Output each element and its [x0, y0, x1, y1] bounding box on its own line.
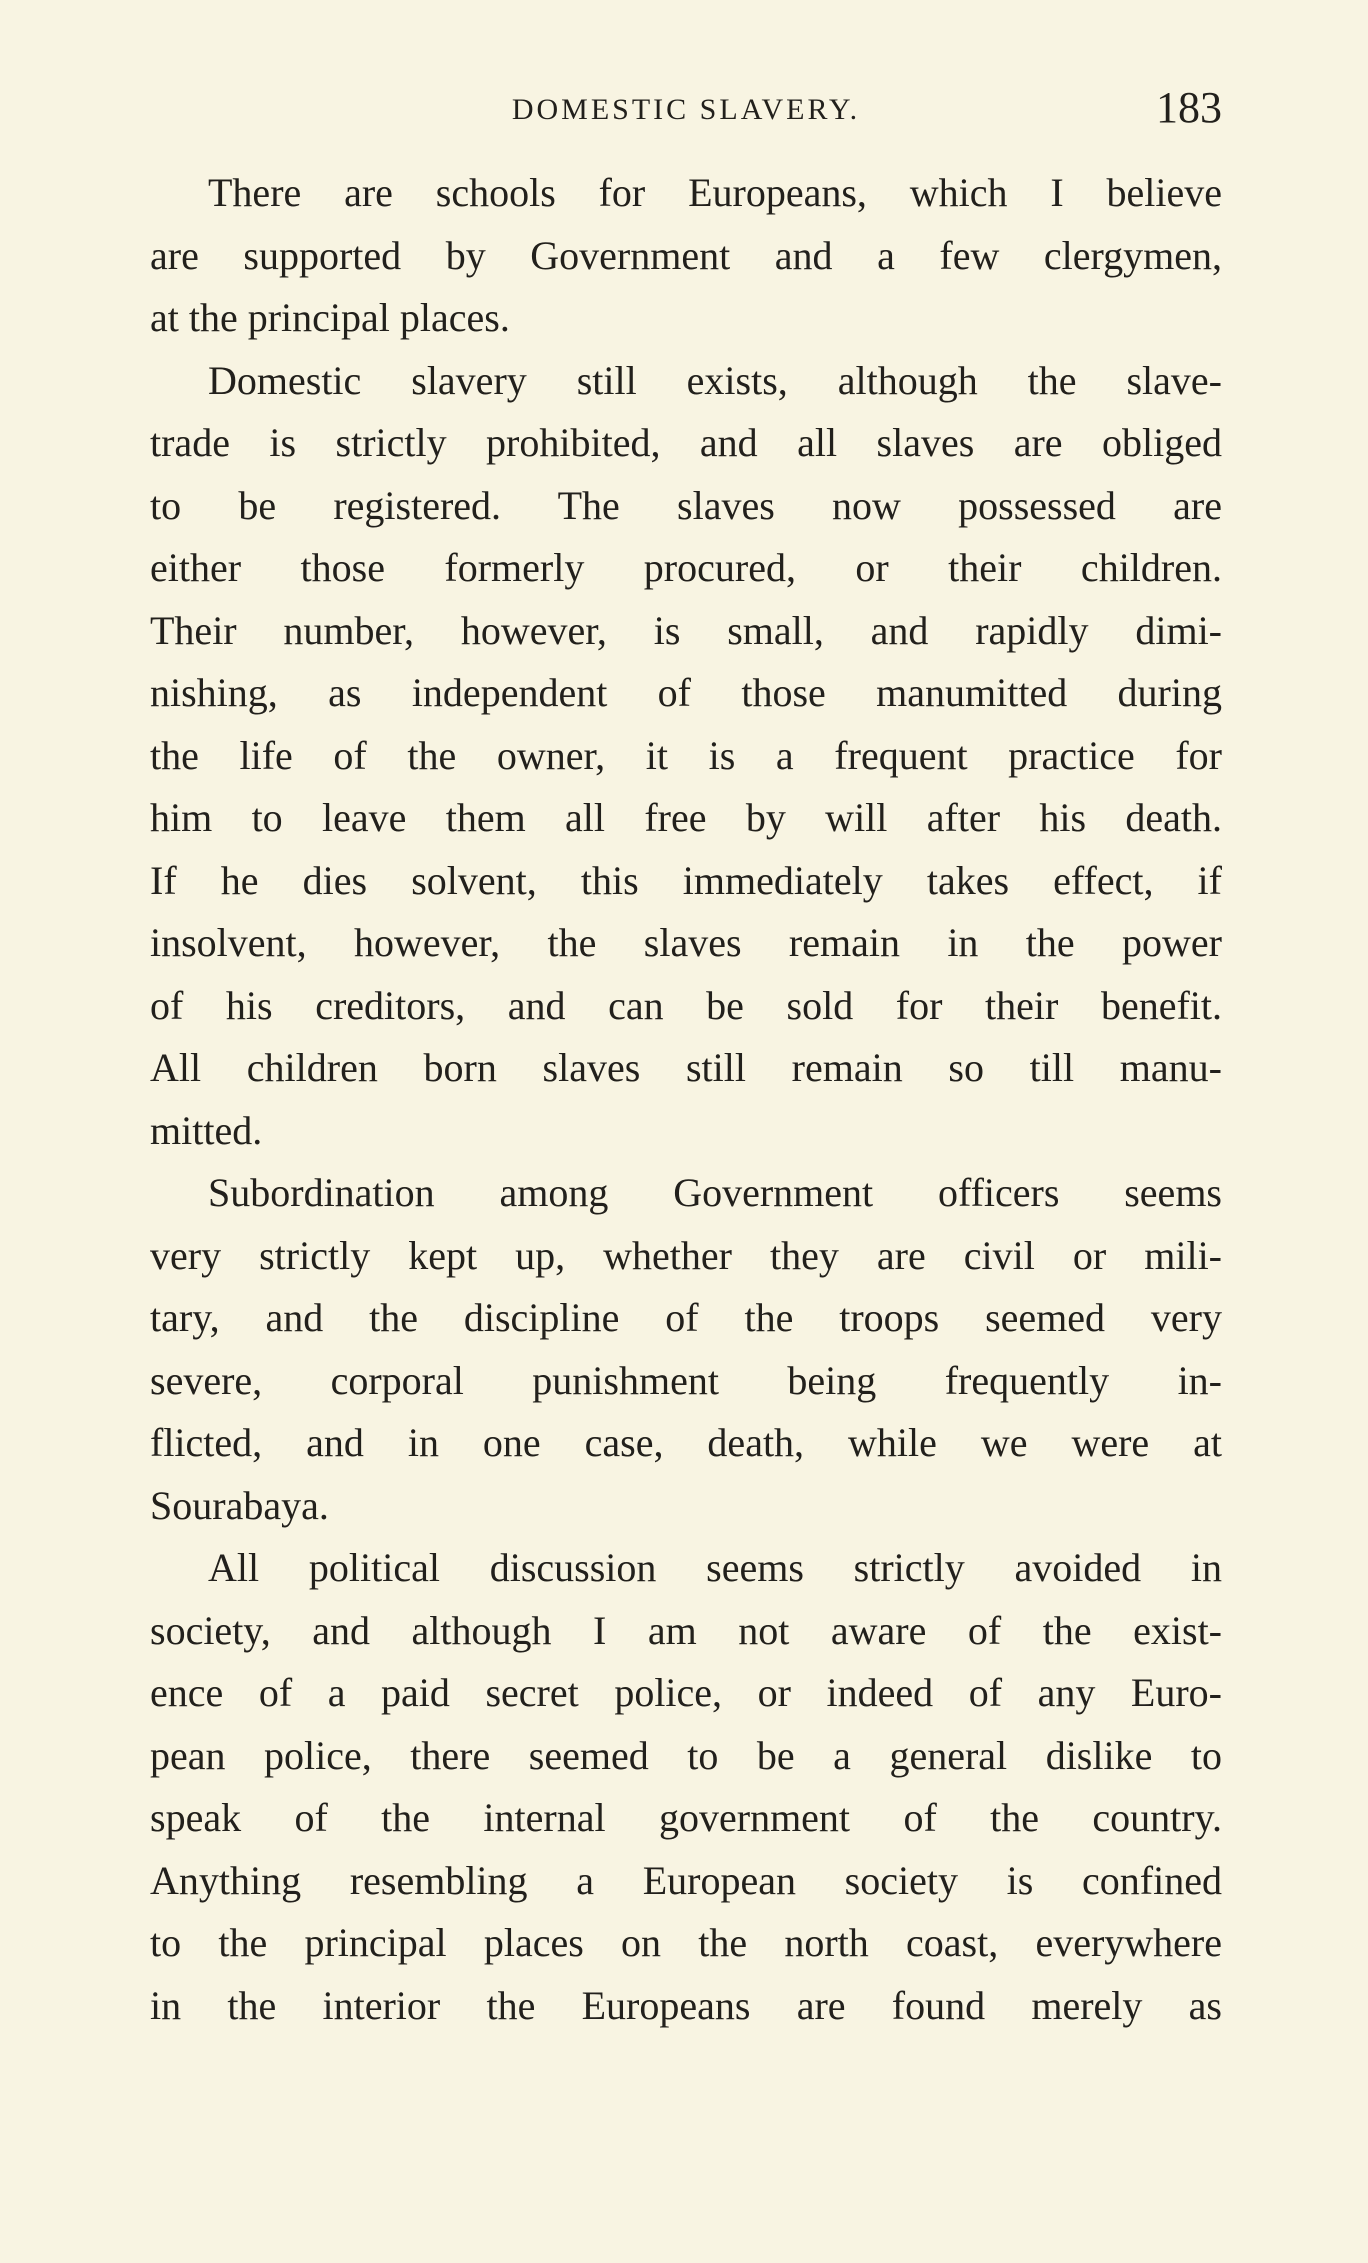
text-line: flicted, and in one case, death, while we were at [150, 1420, 1222, 1465]
running-title: DOMESTIC SLAVERY. [511, 93, 861, 126]
text-line: to the principal places on the north coast, everywhere [150, 1920, 1222, 1965]
text-line: insolvent, however, the slaves remain in the power [150, 920, 1222, 965]
text-line: society, and although I am not aware of the exist- [150, 1607, 1222, 1653]
text-line: All children born slaves still remain so till manu- [150, 1045, 1222, 1090]
text-line: are supported by Government and a few clergymen, [150, 232, 1222, 278]
text-line: There are schools for Europeans, which I believe [208, 170, 1222, 215]
text-line: ence of a paid secret police, or indeed of any Euro- [150, 1670, 1222, 1715]
text-line: of his creditors, and can be sold for their benefit. [150, 982, 1222, 1028]
text-line: the life of the owner, it is a frequent practice for [150, 732, 1222, 778]
text-line: Sourabaya. [150, 1482, 329, 1528]
text-line: very strictly kept up, whether they are civil or mili- [150, 1232, 1222, 1278]
text-line: mitted. [150, 1107, 263, 1153]
text-line: in the interior the Europeans are found merely as [150, 1982, 1222, 2028]
text-line: Subordination among Government officers seems [208, 1170, 1222, 1215]
body-text [150, 162, 1222, 2037]
text-line: either those formerly procured, or their children. [150, 545, 1222, 590]
text-line: Anything resembling a European society is confined [150, 1857, 1222, 1903]
text-line: tary, and the discipline of the troops seemed very [150, 1295, 1222, 1340]
running-head [150, 84, 1222, 140]
text-line: All political discussion seems strictly avoided in [208, 1545, 1222, 1590]
text-line: him to leave them all free by will after his death. [150, 795, 1222, 840]
text-line: If he dies solvent, this immediately takes effect, if [150, 857, 1222, 903]
text-line: speak of the internal government of the country. [150, 1795, 1222, 1840]
text-line: at the principal places. [150, 295, 510, 340]
text-line: nishing, as independent of those manumitted during [150, 670, 1222, 715]
text-line: trade is strictly prohibited, and all slaves are obliged [150, 420, 1222, 465]
text-line: severe, corporal punishment being frequently in- [150, 1357, 1222, 1403]
text-line: to be registered. The slaves now possessed are [150, 482, 1222, 528]
text-line: Their number, however, is small, and rapidly dimi- [150, 607, 1222, 653]
text-line: pean police, there seemed to be a general dislike to [150, 1732, 1222, 1778]
text-line: Domestic slavery still exists, although the slave- [208, 357, 1222, 403]
page-number: 183 [1156, 83, 1222, 132]
